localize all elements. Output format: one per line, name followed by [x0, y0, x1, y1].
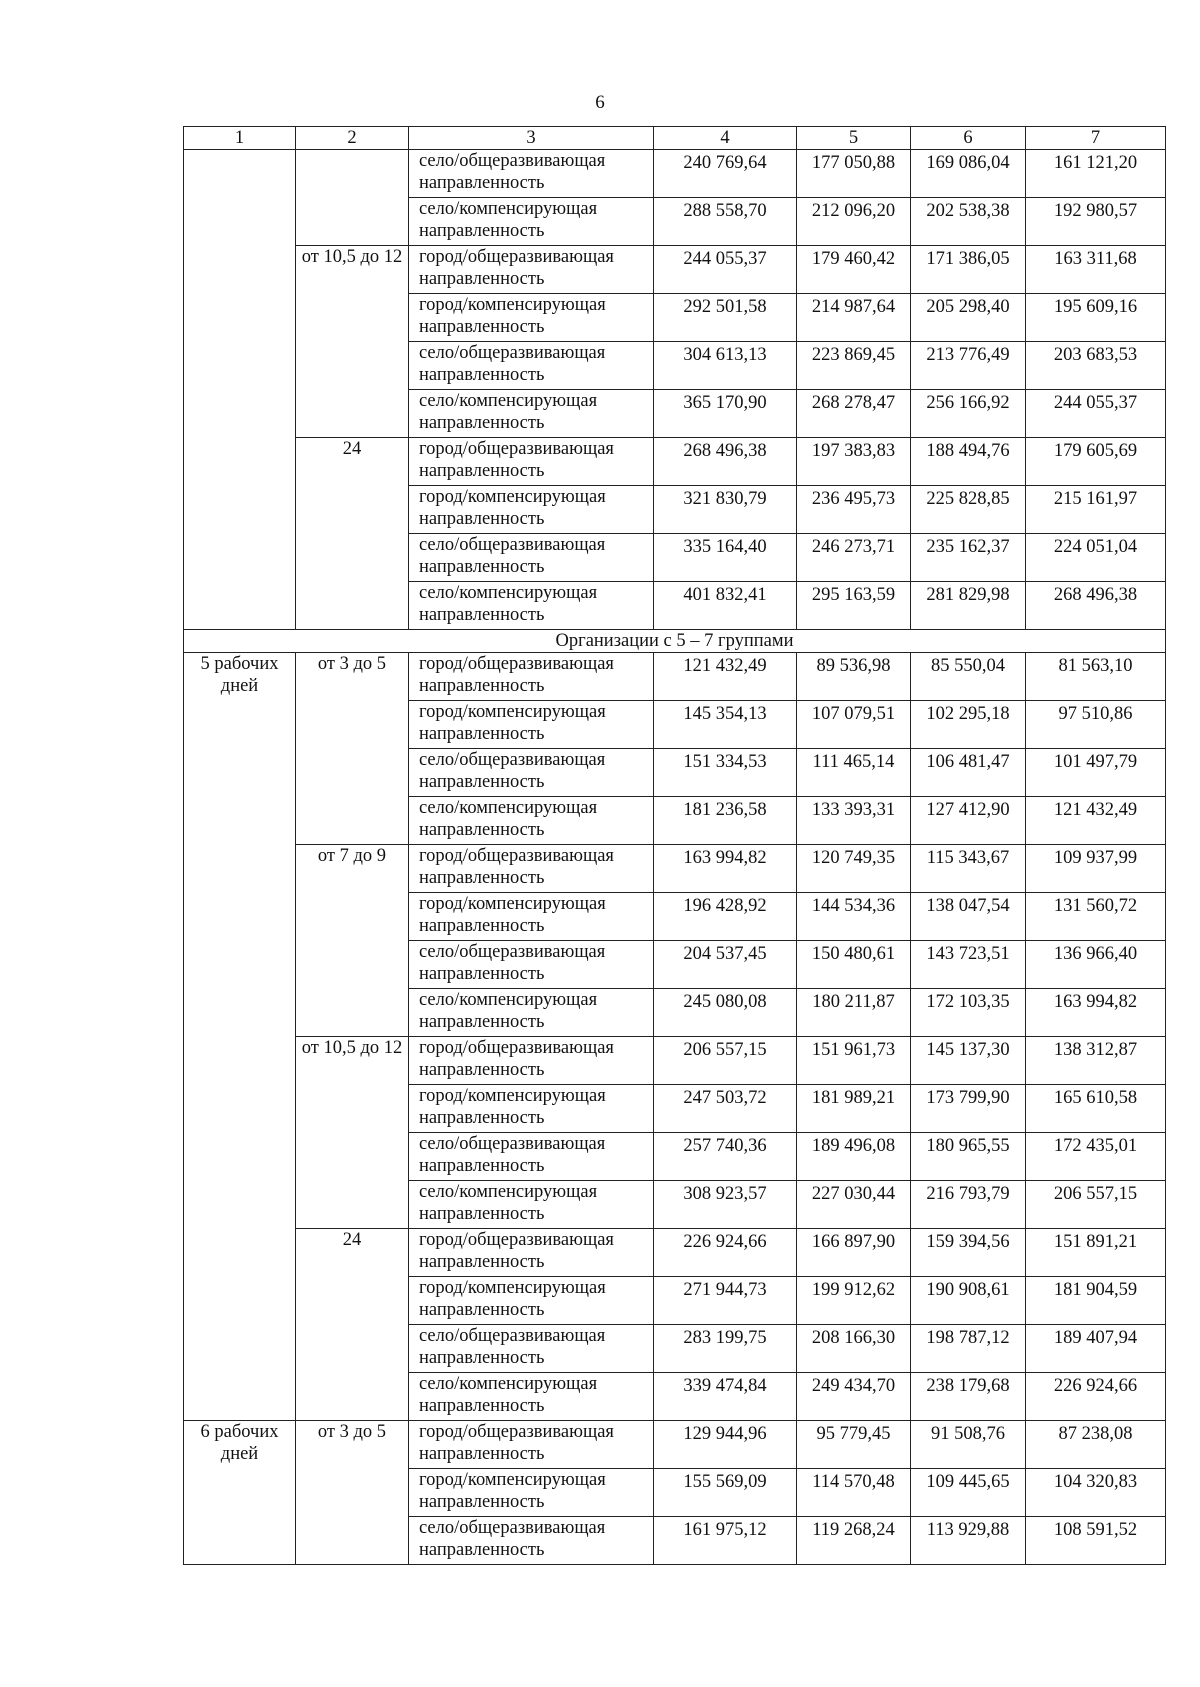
hours-cell: 24 [296, 1229, 409, 1421]
value-cell-v6: 85 550,04 [911, 653, 1026, 701]
value-cell-v7: 109 937,99 [1026, 845, 1166, 893]
direction-cell: город/компенсирующая направленность [409, 1277, 654, 1325]
value-cell-v6: 115 343,67 [911, 845, 1026, 893]
direction-cell: село/общеразвивающая направленность [409, 941, 654, 989]
value-cell-v4: 244 055,37 [654, 246, 797, 294]
value-cell-v5: 197 383,83 [797, 438, 911, 486]
value-cell-v4: 401 832,41 [654, 582, 797, 630]
value-cell-v5: 150 480,61 [797, 941, 911, 989]
value-cell-v5: 181 989,21 [797, 1085, 911, 1133]
value-cell-v7: 101 497,79 [1026, 749, 1166, 797]
value-cell-v4: 206 557,15 [654, 1037, 797, 1085]
value-cell-v6: 235 162,37 [911, 534, 1026, 582]
value-cell-v4: 271 944,73 [654, 1277, 797, 1325]
direction-cell: город/общеразвивающая направленность [409, 1229, 654, 1277]
value-cell-v7: 244 055,37 [1026, 390, 1166, 438]
value-cell-v5: 120 749,35 [797, 845, 911, 893]
value-cell-v7: 179 605,69 [1026, 438, 1166, 486]
value-cell-v7: 161 121,20 [1026, 150, 1166, 198]
table-body [184, 127, 1166, 1565]
direction-cell: город/компенсирующая направленность [409, 893, 654, 941]
value-cell-v7: 224 051,04 [1026, 534, 1166, 582]
page-number: 6 [595, 92, 605, 113]
direction-cell: город/компенсирующая направленность [409, 486, 654, 534]
value-cell-v5: 212 096,20 [797, 198, 911, 246]
value-cell-v5: 166 897,90 [797, 1229, 911, 1277]
value-cell-v6: 91 508,76 [911, 1421, 1026, 1469]
direction-cell: село/общеразвивающая направленность [409, 342, 654, 390]
value-cell-v7: 226 924,66 [1026, 1373, 1166, 1421]
value-cell-v6: 281 829,98 [911, 582, 1026, 630]
value-cell-v4: 268 496,38 [654, 438, 797, 486]
hours-cell: от 10,5 до 12 [296, 1037, 409, 1229]
value-cell-v6: 173 799,90 [911, 1085, 1026, 1133]
value-cell-v4: 181 236,58 [654, 797, 797, 845]
value-cell-v5: 214 987,64 [797, 294, 911, 342]
direction-cell: село/общеразвивающая направленность [409, 150, 654, 198]
value-cell-v5: 177 050,88 [797, 150, 911, 198]
section-row [184, 630, 1166, 653]
value-cell-v4: 247 503,72 [654, 1085, 797, 1133]
value-cell-v4: 129 944,96 [654, 1421, 797, 1469]
value-cell-v6: 202 538,38 [911, 198, 1026, 246]
value-cell-v7: 87 238,08 [1026, 1421, 1166, 1469]
value-cell-v7: 104 320,83 [1026, 1469, 1166, 1517]
direction-cell: село/компенсирующая направленность [409, 582, 654, 630]
table-row [184, 1037, 1166, 1085]
hours-cell: от 3 до 5 [296, 653, 409, 845]
section-title: Организации с 5 – 7 группами [184, 630, 1166, 653]
value-cell-v5: 119 268,24 [797, 1517, 911, 1565]
value-cell-v5: 268 278,47 [797, 390, 911, 438]
table-row [184, 1229, 1166, 1277]
column-header: 6 [911, 127, 1026, 150]
value-cell-v7: 203 683,53 [1026, 342, 1166, 390]
direction-cell: село/компенсирующая направленность [409, 198, 654, 246]
direction-cell: город/общеразвивающая направленность [409, 653, 654, 701]
value-cell-v6: 113 929,88 [911, 1517, 1026, 1565]
value-cell-v6: 180 965,55 [911, 1133, 1026, 1181]
table-row [184, 1421, 1166, 1469]
value-cell-v7: 165 610,58 [1026, 1085, 1166, 1133]
value-cell-v6: 169 086,04 [911, 150, 1026, 198]
value-cell-v6: 190 908,61 [911, 1277, 1026, 1325]
hours-cell [296, 150, 409, 246]
table-row [184, 845, 1166, 893]
value-cell-v7: 163 311,68 [1026, 246, 1166, 294]
value-cell-v5: 246 273,71 [797, 534, 911, 582]
hours-cell: от 10,5 до 12 [296, 246, 409, 438]
value-cell-v5: 199 912,62 [797, 1277, 911, 1325]
value-cell-v6: 216 793,79 [911, 1181, 1026, 1229]
value-cell-v5: 227 030,44 [797, 1181, 911, 1229]
value-cell-v4: 240 769,64 [654, 150, 797, 198]
value-cell-v4: 283 199,75 [654, 1325, 797, 1373]
value-cell-v5: 295 163,59 [797, 582, 911, 630]
value-cell-v6: 102 295,18 [911, 701, 1026, 749]
value-cell-v7: 189 407,94 [1026, 1325, 1166, 1373]
direction-cell: село/компенсирующая направленность [409, 1181, 654, 1229]
value-cell-v6: 106 481,47 [911, 749, 1026, 797]
value-cell-v5: 208 166,30 [797, 1325, 911, 1373]
value-cell-v4: 163 994,82 [654, 845, 797, 893]
direction-cell: село/компенсирующая направленность [409, 1373, 654, 1421]
value-cell-v4: 335 164,40 [654, 534, 797, 582]
value-cell-v6: 238 179,68 [911, 1373, 1026, 1421]
direction-cell: село/компенсирующая направленность [409, 797, 654, 845]
value-cell-v6: 127 412,90 [911, 797, 1026, 845]
value-cell-v4: 308 923,57 [654, 1181, 797, 1229]
direction-cell: город/компенсирующая направленность [409, 294, 654, 342]
value-cell-v4: 339 474,84 [654, 1373, 797, 1421]
value-cell-v5: 114 570,48 [797, 1469, 911, 1517]
days-cell: 5 рабочих дней [184, 653, 296, 1421]
value-cell-v7: 268 496,38 [1026, 582, 1166, 630]
value-cell-v4: 365 170,90 [654, 390, 797, 438]
table-row [184, 246, 1166, 294]
days-cell: 6 рабочих дней [184, 1421, 296, 1565]
direction-cell: село/компенсирующая направленность [409, 390, 654, 438]
value-cell-v7: 108 591,52 [1026, 1517, 1166, 1565]
value-cell-v5: 95 779,45 [797, 1421, 911, 1469]
value-cell-v4: 226 924,66 [654, 1229, 797, 1277]
direction-cell: город/общеразвивающая направленность [409, 1421, 654, 1469]
direction-cell: город/общеразвивающая направленность [409, 438, 654, 486]
table-row [184, 150, 1166, 198]
value-cell-v7: 206 557,15 [1026, 1181, 1166, 1229]
value-cell-v5: 180 211,87 [797, 989, 911, 1037]
value-cell-v6: 145 137,30 [911, 1037, 1026, 1085]
value-cell-v6: 171 386,05 [911, 246, 1026, 294]
value-cell-v6: 225 828,85 [911, 486, 1026, 534]
value-cell-v4: 155 569,09 [654, 1469, 797, 1517]
days-cell [184, 150, 296, 630]
value-cell-v6: 213 776,49 [911, 342, 1026, 390]
value-cell-v4: 151 334,53 [654, 749, 797, 797]
direction-cell: село/компенсирующая направленность [409, 989, 654, 1037]
direction-cell: город/общеразвивающая направленность [409, 1037, 654, 1085]
value-cell-v5: 189 496,08 [797, 1133, 911, 1181]
value-cell-v7: 121 432,49 [1026, 797, 1166, 845]
direction-cell: село/общеразвивающая направленность [409, 749, 654, 797]
direction-cell: город/компенсирующая направленность [409, 1085, 654, 1133]
value-cell-v5: 249 434,70 [797, 1373, 911, 1421]
hours-cell: от 7 до 9 [296, 845, 409, 1037]
value-cell-v7: 138 312,87 [1026, 1037, 1166, 1085]
table-row [184, 653, 1166, 701]
value-cell-v6: 138 047,54 [911, 893, 1026, 941]
direction-cell: село/общеразвивающая направленность [409, 534, 654, 582]
direction-cell: село/общеразвивающая направленность [409, 1133, 654, 1181]
column-header: 2 [296, 127, 409, 150]
value-cell-v4: 196 428,92 [654, 893, 797, 941]
value-cell-v6: 256 166,92 [911, 390, 1026, 438]
value-cell-v4: 304 613,13 [654, 342, 797, 390]
direction-cell: город/общеразвивающая направленность [409, 246, 654, 294]
value-cell-v5: 144 534,36 [797, 893, 911, 941]
hours-cell: от 3 до 5 [296, 1421, 409, 1565]
value-cell-v7: 195 609,16 [1026, 294, 1166, 342]
value-cell-v6: 198 787,12 [911, 1325, 1026, 1373]
value-cell-v6: 205 298,40 [911, 294, 1026, 342]
value-cell-v7: 131 560,72 [1026, 893, 1166, 941]
value-cell-v7: 181 904,59 [1026, 1277, 1166, 1325]
direction-cell: село/общеразвивающая направленность [409, 1325, 654, 1373]
hours-cell: 24 [296, 438, 409, 630]
direction-cell: город/общеразвивающая направленность [409, 845, 654, 893]
value-cell-v4: 321 830,79 [654, 486, 797, 534]
value-cell-v6: 188 494,76 [911, 438, 1026, 486]
direction-cell: город/компенсирующая направленность [409, 1469, 654, 1517]
column-header: 7 [1026, 127, 1166, 150]
value-cell-v7: 97 510,86 [1026, 701, 1166, 749]
value-cell-v5: 107 079,51 [797, 701, 911, 749]
tariff-table [183, 126, 1166, 1565]
value-cell-v5: 89 536,98 [797, 653, 911, 701]
value-cell-v6: 172 103,35 [911, 989, 1026, 1037]
value-cell-v4: 257 740,36 [654, 1133, 797, 1181]
value-cell-v5: 236 495,73 [797, 486, 911, 534]
value-cell-v4: 204 537,45 [654, 941, 797, 989]
direction-cell: село/общеразвивающая направленность [409, 1517, 654, 1565]
value-cell-v5: 111 465,14 [797, 749, 911, 797]
value-cell-v7: 136 966,40 [1026, 941, 1166, 989]
value-cell-v6: 143 723,51 [911, 941, 1026, 989]
value-cell-v4: 288 558,70 [654, 198, 797, 246]
column-header: 1 [184, 127, 296, 150]
direction-cell: город/компенсирующая направленность [409, 701, 654, 749]
value-cell-v5: 223 869,45 [797, 342, 911, 390]
value-cell-v7: 192 980,57 [1026, 198, 1166, 246]
value-cell-v7: 163 994,82 [1026, 989, 1166, 1037]
value-cell-v4: 145 354,13 [654, 701, 797, 749]
value-cell-v6: 109 445,65 [911, 1469, 1026, 1517]
value-cell-v7: 172 435,01 [1026, 1133, 1166, 1181]
value-cell-v5: 179 460,42 [797, 246, 911, 294]
column-header: 4 [654, 127, 797, 150]
value-cell-v4: 245 080,08 [654, 989, 797, 1037]
value-cell-v7: 81 563,10 [1026, 653, 1166, 701]
value-cell-v4: 121 432,49 [654, 653, 797, 701]
value-cell-v5: 133 393,31 [797, 797, 911, 845]
column-header: 3 [409, 127, 654, 150]
value-cell-v5: 151 961,73 [797, 1037, 911, 1085]
value-cell-v6: 159 394,56 [911, 1229, 1026, 1277]
value-cell-v4: 161 975,12 [654, 1517, 797, 1565]
value-cell-v7: 215 161,97 [1026, 486, 1166, 534]
table-row [184, 438, 1166, 486]
value-cell-v4: 292 501,58 [654, 294, 797, 342]
column-header: 5 [797, 127, 911, 150]
header-row [184, 127, 1166, 150]
value-cell-v7: 151 891,21 [1026, 1229, 1166, 1277]
